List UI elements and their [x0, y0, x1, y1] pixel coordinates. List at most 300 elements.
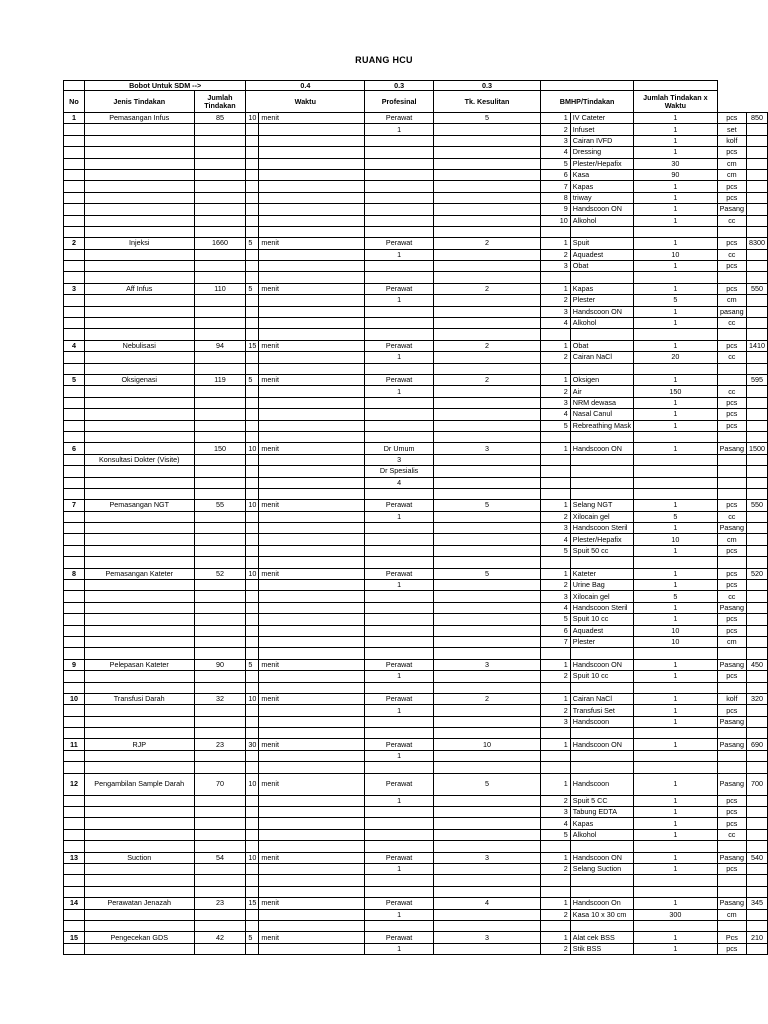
cell-jumlah-x-waktu: 550 [747, 283, 768, 294]
cell-waktu: 5 [246, 238, 259, 249]
cell-profesional: 1 [365, 580, 434, 591]
cell-profesional [365, 591, 434, 602]
cell-jumlah-tindakan [194, 580, 246, 591]
cell-jumlah-tindakan [194, 181, 246, 192]
cell-waktu-satuan [259, 306, 365, 317]
cell-jumlah-x-waktu: 540 [747, 852, 768, 863]
cell-jenis-tindakan [84, 557, 194, 568]
cell-waktu-satuan [259, 329, 365, 340]
cell-kesulitan [433, 215, 540, 226]
header-row [64, 91, 768, 113]
cell-jenis-tindakan [84, 682, 194, 693]
cell-waktu [246, 352, 259, 363]
cell-no [64, 909, 85, 920]
cell-jumlah-x-waktu [747, 591, 768, 602]
cell-jenis-tindakan [84, 875, 194, 886]
cell-bmhp-unit [717, 466, 746, 477]
cell-jumlah-tindakan [194, 124, 246, 135]
cell-profesional [365, 181, 434, 192]
cell-no: 6 [64, 443, 85, 454]
cell-jumlah-x-waktu [747, 192, 768, 203]
cell-no [64, 943, 85, 954]
cell-kesulitan: 2 [433, 340, 540, 351]
cell-bmhp-item: Kateter [570, 568, 633, 579]
table-row [64, 659, 768, 670]
table-row [64, 716, 768, 727]
cell-waktu [246, 261, 259, 272]
cell-bmhp-item [570, 488, 633, 499]
table-row [64, 762, 768, 773]
cell-kesulitan [433, 625, 540, 636]
cell-waktu-satuan [259, 534, 365, 545]
cell-bmhp-qty: 1 [634, 306, 717, 317]
cell-bmhp-no: 3 [541, 523, 571, 534]
cell-waktu-satuan [259, 192, 365, 203]
cell-bmhp-unit: pcs [717, 340, 746, 351]
cell-jumlah-tindakan [194, 886, 246, 897]
cell-bmhp-qty: 1 [634, 124, 717, 135]
cell-bmhp-unit: Pasang [717, 716, 746, 727]
cell-profesional [365, 682, 434, 693]
cell-no [64, 363, 85, 374]
cell-no: 14 [64, 898, 85, 909]
cell-bmhp-unit [717, 557, 746, 568]
cell-waktu-satuan: menit [259, 693, 365, 704]
cell-jumlah-x-waktu [747, 841, 768, 852]
cell-waktu [246, 614, 259, 625]
cell-bmhp-unit: cm [717, 909, 746, 920]
cell-bmhp-item: Spuit 10 cc [570, 614, 633, 625]
cell-bmhp-unit: pcs [717, 192, 746, 203]
cell-waktu-satuan: menit [259, 739, 365, 750]
cell-waktu-satuan: menit [259, 932, 365, 943]
cell-waktu [246, 762, 259, 773]
cell-bmhp-qty: 5 [634, 295, 717, 306]
cell-kesulitan [433, 716, 540, 727]
cell-waktu [246, 795, 259, 806]
cell-profesional [365, 409, 434, 420]
cell-no [64, 181, 85, 192]
cell-waktu-satuan [259, 363, 365, 374]
cell-bmhp-no: 2 [541, 864, 571, 875]
cell-jumlah-x-waktu [747, 875, 768, 886]
cell-no [64, 864, 85, 875]
cell-waktu-satuan [259, 829, 365, 840]
cell-bmhp-unit [717, 488, 746, 499]
cell-bmhp-qty: 10 [634, 625, 717, 636]
cell-jumlah-tindakan: 54 [194, 852, 246, 863]
table-row [64, 488, 768, 499]
cell-jumlah-tindakan [194, 215, 246, 226]
cell-waktu-satuan [259, 386, 365, 397]
table-row [64, 477, 768, 488]
cell-bmhp-qty: 300 [634, 909, 717, 920]
cell-jumlah-x-waktu [747, 920, 768, 931]
cell-jumlah-x-waktu [747, 272, 768, 283]
cell-bmhp-unit [717, 648, 746, 659]
cell-jumlah-x-waktu: 450 [747, 659, 768, 670]
cell-bmhp-qty: 90 [634, 169, 717, 180]
cell-waktu-satuan [259, 352, 365, 363]
cell-bmhp-unit: cc [717, 591, 746, 602]
cell-waktu [246, 545, 259, 556]
cell-bmhp-unit: pcs [717, 671, 746, 682]
cell-waktu [246, 466, 259, 477]
cell-kesulitan [433, 818, 540, 829]
cell-kesulitan [433, 886, 540, 897]
cell-bmhp-no: 1 [541, 238, 571, 249]
table-row [64, 671, 768, 682]
cell-jumlah-x-waktu [747, 135, 768, 146]
cell-bmhp-unit: Pasang [717, 443, 746, 454]
cell-bmhp-qty [634, 226, 717, 237]
cell-bmhp-item: Cairan NaCl [570, 352, 633, 363]
cell-waktu-satuan [259, 648, 365, 659]
cell-jumlah-tindakan: 32 [194, 693, 246, 704]
cell-bmhp-qty: 1 [634, 238, 717, 249]
weight-waktu: 0.4 [246, 81, 365, 91]
cell-jenis-tindakan [84, 135, 194, 146]
cell-kesulitan [433, 557, 540, 568]
cell-bmhp-qty: 1 [634, 671, 717, 682]
cell-bmhp-unit: cm [717, 295, 746, 306]
cell-bmhp-qty: 1 [634, 261, 717, 272]
cell-no [64, 829, 85, 840]
table-row [64, 852, 768, 863]
cell-waktu [246, 807, 259, 818]
cell-bmhp-unit: Pasang [717, 739, 746, 750]
cell-jumlah-tindakan [194, 762, 246, 773]
cell-bmhp-no: 1 [541, 340, 571, 351]
cell-profesional: Perawat [365, 374, 434, 385]
cell-kesulitan [433, 249, 540, 260]
cell-waktu: 15 [246, 898, 259, 909]
cell-kesulitan [433, 272, 540, 283]
cell-bmhp-no: 1 [541, 739, 571, 750]
cell-kesulitan [433, 477, 540, 488]
table-row [64, 295, 768, 306]
weight-profesional: 0.3 [365, 81, 434, 91]
table-row [64, 705, 768, 716]
cell-bmhp-item: Obat [570, 340, 633, 351]
cell-jumlah-tindakan [194, 511, 246, 522]
cell-bmhp-unit: pcs [717, 625, 746, 636]
cell-jumlah-tindakan: 55 [194, 500, 246, 511]
cell-bmhp-no: 2 [541, 795, 571, 806]
cell-waktu-satuan [259, 636, 365, 647]
cell-profesional: 1 [365, 295, 434, 306]
cell-jenis-tindakan [84, 864, 194, 875]
cell-bmhp-no: 2 [541, 124, 571, 135]
cell-waktu [246, 329, 259, 340]
cell-bmhp-no [541, 750, 571, 761]
cell-jenis-tindakan [84, 488, 194, 499]
cell-jumlah-tindakan [194, 829, 246, 840]
cell-kesulitan [433, 420, 540, 431]
cell-bmhp-item: NRM dewasa [570, 397, 633, 408]
cell-profesional [365, 147, 434, 158]
cell-profesional [365, 226, 434, 237]
cell-no [64, 580, 85, 591]
cell-bmhp-item: Cairan IVFD [570, 135, 633, 146]
cell-bmhp-qty [634, 841, 717, 852]
cell-jumlah-x-waktu: 595 [747, 374, 768, 385]
cell-bmhp-qty: 1 [634, 807, 717, 818]
cell-no [64, 545, 85, 556]
cell-jenis-tindakan: Injeksi [84, 238, 194, 249]
cell-bmhp-unit [717, 682, 746, 693]
cell-profesional [365, 818, 434, 829]
table-row [64, 169, 768, 180]
cell-bmhp-item: Cairan NaCl [570, 693, 633, 704]
table-row [64, 580, 768, 591]
cell-bmhp-qty [634, 363, 717, 374]
cell-bmhp-no: 5 [541, 545, 571, 556]
cell-waktu-satuan [259, 158, 365, 169]
cell-bmhp-no [541, 728, 571, 739]
cell-bmhp-no: 1 [541, 374, 571, 385]
cell-no [64, 511, 85, 522]
cell-no [64, 124, 85, 135]
cell-bmhp-unit: cc [717, 386, 746, 397]
table-row [64, 682, 768, 693]
cell-waktu-satuan: menit [259, 238, 365, 249]
cell-jumlah-x-waktu: 520 [747, 568, 768, 579]
cell-bmhp-no [541, 557, 571, 568]
cell-waktu-satuan [259, 557, 365, 568]
cell-waktu [246, 249, 259, 260]
cell-bmhp-unit [717, 477, 746, 488]
cell-jumlah-tindakan [194, 625, 246, 636]
cell-bmhp-no: 4 [541, 818, 571, 829]
cell-bmhp-item: Plester/Hepafix [570, 534, 633, 545]
cell-jumlah-x-waktu [747, 306, 768, 317]
cell-kesulitan [433, 352, 540, 363]
cell-bmhp-item: Plester/Hepafix [570, 158, 633, 169]
cell-profesional: Dr Spesialis [365, 466, 434, 477]
cell-waktu [246, 420, 259, 431]
cell-bmhp-unit: pasang [717, 306, 746, 317]
cell-jumlah-tindakan [194, 875, 246, 886]
cell-waktu [246, 591, 259, 602]
cell-bmhp-unit: pcs [717, 500, 746, 511]
cell-waktu [246, 875, 259, 886]
cell-bmhp-unit [717, 886, 746, 897]
table-row [64, 113, 768, 124]
cell-waktu: 10 [246, 693, 259, 704]
cell-jenis-tindakan [84, 909, 194, 920]
cell-jenis-tindakan: Pelepasan Kateter [84, 659, 194, 670]
cell-kesulitan: 2 [433, 238, 540, 249]
cell-bmhp-item: IV Cateter [570, 113, 633, 124]
cell-bmhp-no: 3 [541, 591, 571, 602]
table-row [64, 511, 768, 522]
weights-row [64, 81, 768, 91]
cell-waktu-satuan [259, 124, 365, 135]
cell-kesulitan [433, 545, 540, 556]
cell-jumlah-x-waktu [747, 397, 768, 408]
cell-bmhp-unit: kolf [717, 693, 746, 704]
cell-no [64, 249, 85, 260]
cell-jumlah-tindakan [194, 602, 246, 613]
cell-bmhp-item [570, 363, 633, 374]
cell-jumlah-x-waktu [747, 454, 768, 465]
cell-bmhp-unit: Pcs [717, 932, 746, 943]
cell-jenis-tindakan [84, 943, 194, 954]
col-profesional: Profesinal [365, 91, 434, 113]
cell-kesulitan [433, 295, 540, 306]
cell-jenis-tindakan [84, 272, 194, 283]
cell-jumlah-tindakan [194, 795, 246, 806]
cell-jenis-tindakan [84, 215, 194, 226]
cell-bmhp-unit: pcs [717, 238, 746, 249]
table-row [64, 693, 768, 704]
cell-bmhp-item: Handscoon On [570, 898, 633, 909]
cell-bmhp-no: 2 [541, 511, 571, 522]
col-jenis-tindakan: Jenis Tindakan [84, 91, 194, 113]
cell-waktu-satuan [259, 135, 365, 146]
cell-no [64, 807, 85, 818]
cell-kesulitan [433, 875, 540, 886]
table-row [64, 773, 768, 795]
cell-waktu-satuan [259, 215, 365, 226]
cell-bmhp-qty: 1 [634, 113, 717, 124]
cell-bmhp-item [570, 875, 633, 886]
cell-kesulitan [433, 397, 540, 408]
cell-bmhp-unit: pcs [717, 113, 746, 124]
cell-kesulitan [433, 591, 540, 602]
cell-bmhp-unit [717, 750, 746, 761]
cell-waktu: 10 [246, 500, 259, 511]
cell-jumlah-x-waktu [747, 636, 768, 647]
table-row [64, 192, 768, 203]
cell-waktu-satuan [259, 795, 365, 806]
cell-bmhp-item [570, 272, 633, 283]
cell-jumlah-x-waktu [747, 318, 768, 329]
cell-bmhp-no: 7 [541, 181, 571, 192]
cell-bmhp-item: Spuit 50 cc [570, 545, 633, 556]
cell-bmhp-qty [634, 477, 717, 488]
cell-bmhp-item [570, 682, 633, 693]
cell-bmhp-no: 2 [541, 386, 571, 397]
cell-waktu-satuan [259, 397, 365, 408]
cell-bmhp-qty: 1 [634, 283, 717, 294]
table-row [64, 625, 768, 636]
cell-bmhp-unit [717, 226, 746, 237]
cell-bmhp-no: 1 [541, 443, 571, 454]
cell-kesulitan [433, 943, 540, 954]
cell-waktu: 10 [246, 443, 259, 454]
cell-waktu-satuan [259, 511, 365, 522]
cell-kesulitan: 4 [433, 898, 540, 909]
cell-bmhp-qty [634, 488, 717, 499]
cell-waktu-satuan [259, 864, 365, 875]
cell-jumlah-tindakan [194, 671, 246, 682]
cell-no [64, 636, 85, 647]
cell-profesional: 3 [365, 454, 434, 465]
cell-jumlah-tindakan [194, 318, 246, 329]
cell-jumlah-tindakan [194, 545, 246, 556]
cell-kesulitan [433, 192, 540, 203]
table-row [64, 602, 768, 613]
cell-waktu-satuan [259, 602, 365, 613]
cell-no [64, 204, 85, 215]
cell-bmhp-unit: cm [717, 534, 746, 545]
cell-jenis-tindakan: Suction [84, 852, 194, 863]
table-row [64, 898, 768, 909]
cell-bmhp-unit: pcs [717, 807, 746, 818]
cell-bmhp-item [570, 454, 633, 465]
cell-waktu [246, 295, 259, 306]
cell-waktu-satuan [259, 454, 365, 465]
cell-waktu-satuan: menit [259, 340, 365, 351]
cell-jenis-tindakan: Pengambilan Sample Darah [84, 773, 194, 795]
cell-jumlah-x-waktu [747, 466, 768, 477]
cell-bmhp-qty: 1 [634, 500, 717, 511]
cell-bmhp-qty: 1 [634, 773, 717, 795]
cell-bmhp-no: 6 [541, 169, 571, 180]
cell-jumlah-x-waktu [747, 864, 768, 875]
cell-no [64, 671, 85, 682]
cell-jumlah-x-waktu [747, 523, 768, 534]
cell-bmhp-no [541, 648, 571, 659]
cell-bmhp-qty [634, 648, 717, 659]
cell-bmhp-unit: Pasang [717, 204, 746, 215]
cell-kesulitan [433, 329, 540, 340]
table-row [64, 283, 768, 294]
cell-profesional: Perawat [365, 898, 434, 909]
cell-jumlah-x-waktu [747, 750, 768, 761]
cell-bmhp-item: Kasa 10 x 30 cm [570, 909, 633, 920]
cell-jumlah-x-waktu [747, 409, 768, 420]
cell-jenis-tindakan [84, 716, 194, 727]
cell-jenis-tindakan: Aff Infus [84, 283, 194, 294]
cell-no [64, 295, 85, 306]
cell-waktu-satuan [259, 705, 365, 716]
cell-no [64, 386, 85, 397]
cell-bmhp-qty: 1 [634, 318, 717, 329]
cell-kesulitan: 3 [433, 932, 540, 943]
table-row [64, 329, 768, 340]
cell-kesulitan [433, 864, 540, 875]
cell-bmhp-qty: 1 [634, 852, 717, 863]
cell-kesulitan [433, 762, 540, 773]
cell-jenis-tindakan [84, 636, 194, 647]
cell-jumlah-x-waktu [747, 818, 768, 829]
cell-waktu [246, 671, 259, 682]
cell-no [64, 135, 85, 146]
cell-bmhp-unit: pcs [717, 705, 746, 716]
table-row [64, 807, 768, 818]
cell-bmhp-no: 3 [541, 306, 571, 317]
cell-jenis-tindakan [84, 591, 194, 602]
cell-bmhp-qty [634, 875, 717, 886]
cell-bmhp-qty: 1 [634, 181, 717, 192]
cell-no: 7 [64, 500, 85, 511]
cell-waktu [246, 488, 259, 499]
cell-bmhp-no: 3 [541, 397, 571, 408]
cell-no [64, 602, 85, 613]
cell-bmhp-qty: 1 [634, 204, 717, 215]
cell-kesulitan: 10 [433, 739, 540, 750]
cell-jumlah-tindakan [194, 295, 246, 306]
cell-bmhp-qty: 150 [634, 386, 717, 397]
cell-waktu-satuan: menit [259, 113, 365, 124]
cell-bmhp-item: Obat [570, 261, 633, 272]
cell-waktu [246, 841, 259, 852]
cell-jenis-tindakan [84, 181, 194, 192]
cell-jenis-tindakan [84, 534, 194, 545]
